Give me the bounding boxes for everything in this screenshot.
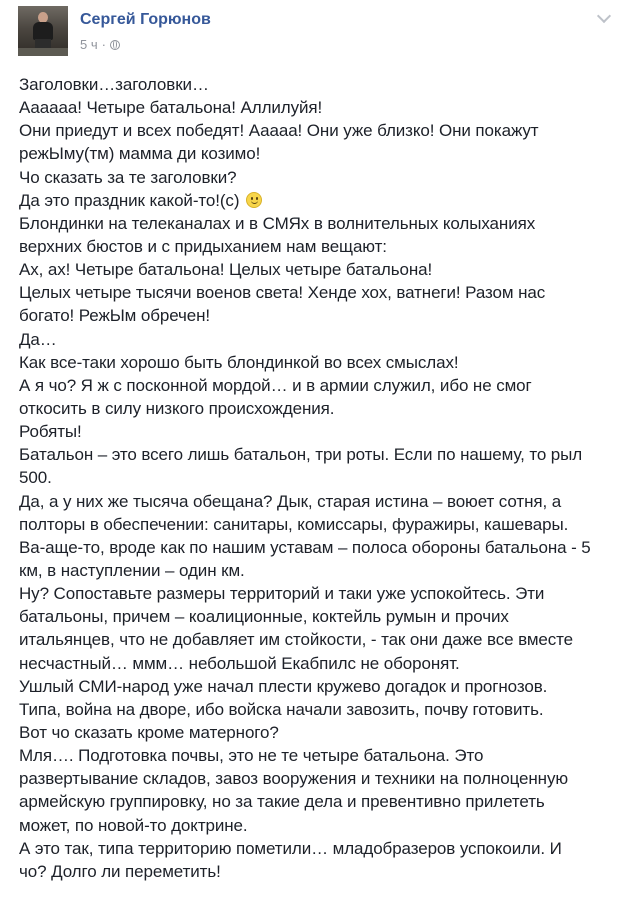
post-text-line <box>19 281 619 304</box>
post-text-line-content: Они приедут и всех победят! Ааааа! Они уже близко! Они покажут <box>19 121 539 141</box>
post-text-line-content: итальянцев, что не добавляет им стойкости, - так они даже все вместе <box>19 630 574 650</box>
post-text-line-content: Целых четыре тысячи военов света! Хенде хох, ватнеги! Разом нас <box>19 283 546 303</box>
author-avatar[interactable] <box>18 6 68 56</box>
post-text-line-content: А я чо? Я ж с посконной мордой… и в армии служил, ибо не смог <box>19 375 532 395</box>
post-text-line <box>19 490 619 513</box>
post-text-line <box>19 628 619 651</box>
post-text-line <box>19 536 619 559</box>
post-text-line-content: Мля…. Подготовка почвы, это не те четыре батальона. Это <box>19 746 484 766</box>
post-text-line-content: чо? Долго ли переметить! <box>19 861 221 881</box>
post-text-line <box>19 837 619 860</box>
post-text-line-content: Аааааа! Четыре батальона! Аллилуйя! <box>19 98 323 118</box>
post-text-line-content: км, в наступлении – один км. <box>19 560 245 580</box>
post-header <box>18 6 617 58</box>
post-text-line <box>19 443 619 466</box>
avatar-photo-body <box>33 22 53 40</box>
post-text-line-content: развертывание складов, завоз вооружения и техники на полноценную <box>19 769 568 789</box>
post-text-line <box>19 652 619 675</box>
post-text-line-content: Да, а у них же тысяча обещана? Дык, старая истина – воюет сотня, а <box>19 491 562 511</box>
post-text-line <box>19 96 619 119</box>
post-text-line-content: армейскую группировку, но за такие дела и превентивно прилететь <box>19 792 545 812</box>
post-text-line-content: Ва-аще-то, вроде как по нашим уставам – полоса обороны батальона - 5 <box>19 537 591 557</box>
post-text-line <box>19 142 619 165</box>
post-text-line-content: несчастный… ммм… небольшой Екабпилс не оборонят. <box>19 653 460 673</box>
post-text-line <box>19 420 619 443</box>
post-text-line <box>19 351 619 374</box>
post-text-line-content: Ах, ах! Четыре батальона! Целых четыре батальона! <box>19 260 433 280</box>
post-text-line <box>19 212 619 235</box>
avatar-photo-ground <box>18 48 68 56</box>
post-text-line <box>19 698 619 721</box>
post-text-line-content: А это так, типа территорию пометили… младобразеров успокоили. И <box>19 838 562 858</box>
post-text-line-content: Батальон – это всего лишь батальон, три роты. Если по нашему, то рыл <box>19 445 583 465</box>
post-text-line-content: полторы в обеспечении: санитары, комиссары, фуражиры, кашевары. <box>19 514 569 534</box>
post-text-line-content: Да… <box>19 329 57 349</box>
post-text-line-content: Заголовки…заголовки… <box>19 75 209 94</box>
post-text-line <box>19 73 619 96</box>
post-text-line <box>19 605 619 628</box>
post-text-line <box>19 582 619 605</box>
post-text-line-content: Ну? Сопоставьте размеры территорий и таки уже успокойтесь. Эти <box>19 584 545 604</box>
post-text-line <box>19 744 619 767</box>
post-text-line <box>19 721 619 744</box>
smile-emoji-icon <box>246 192 262 208</box>
post-text-line-content: режЫму(тм) мамма ди козимо! <box>19 144 261 164</box>
post-text-line-content: Робяты! <box>19 422 82 442</box>
post-text-line-content: Типа, война на дворе, ибо войска начали завозить, почву готовить. <box>19 699 544 719</box>
post-text-line <box>19 513 619 536</box>
post-meta <box>80 37 120 53</box>
post-text-line <box>19 119 619 142</box>
post-text-line <box>19 814 619 837</box>
post-body <box>19 73 619 883</box>
post-text-line-content: Да это праздник какой-то!(с) <box>19 190 240 210</box>
post-text-line <box>19 790 619 813</box>
post-text-line <box>19 860 619 883</box>
chevron-down-icon[interactable] <box>595 10 613 24</box>
post-text-line <box>19 397 619 420</box>
post-text-line <box>19 304 619 327</box>
post-text-line-content: Чо сказать за те заголовки? <box>19 167 237 187</box>
post-text-line-content: Как все-таки хорошо быть блондинкой во всех смыслах! <box>19 352 459 372</box>
post-text-line <box>19 466 619 489</box>
meta-separator: · <box>101 37 106 52</box>
post-text-line-content: 500. <box>19 468 52 488</box>
post-text-line-content: батальоны, причем – коалиционные, коктейль румын и прочих <box>19 607 509 627</box>
author-name-link[interactable]: Сергей Горюнов <box>80 11 211 28</box>
post-text-line-content: Ушлый СМИ-народ уже начал плести кружево догадок и прогнозов. <box>19 676 548 696</box>
post-timestamp[interactable]: 5 ч <box>80 37 98 52</box>
post-text-line <box>19 767 619 790</box>
globe-icon[interactable] <box>110 40 120 50</box>
post-text-line <box>19 374 619 397</box>
post-text-line-content: может, по новой-то доктрине. <box>19 815 248 835</box>
post-text-line <box>19 328 619 351</box>
post-text-line <box>19 258 619 281</box>
post-text-line <box>19 166 619 189</box>
post-text-line-content: Вот чо сказать кроме матерного? <box>19 722 279 742</box>
post-text-line <box>19 235 619 258</box>
post-text-line <box>19 675 619 698</box>
post-text-line <box>19 559 619 582</box>
post-text-line-content: богато! РежЫм обречен! <box>19 306 211 326</box>
post-text-line-content: откосить в силу низкого происхождения. <box>19 398 335 418</box>
post-text-line-content: верхних бюстов и с придыханием нам вещают: <box>19 236 387 256</box>
post-text-line <box>19 189 619 212</box>
post-text-line-content: Блондинки на телеканалах и в СМЯх в волнительных колыханиях <box>19 213 536 233</box>
